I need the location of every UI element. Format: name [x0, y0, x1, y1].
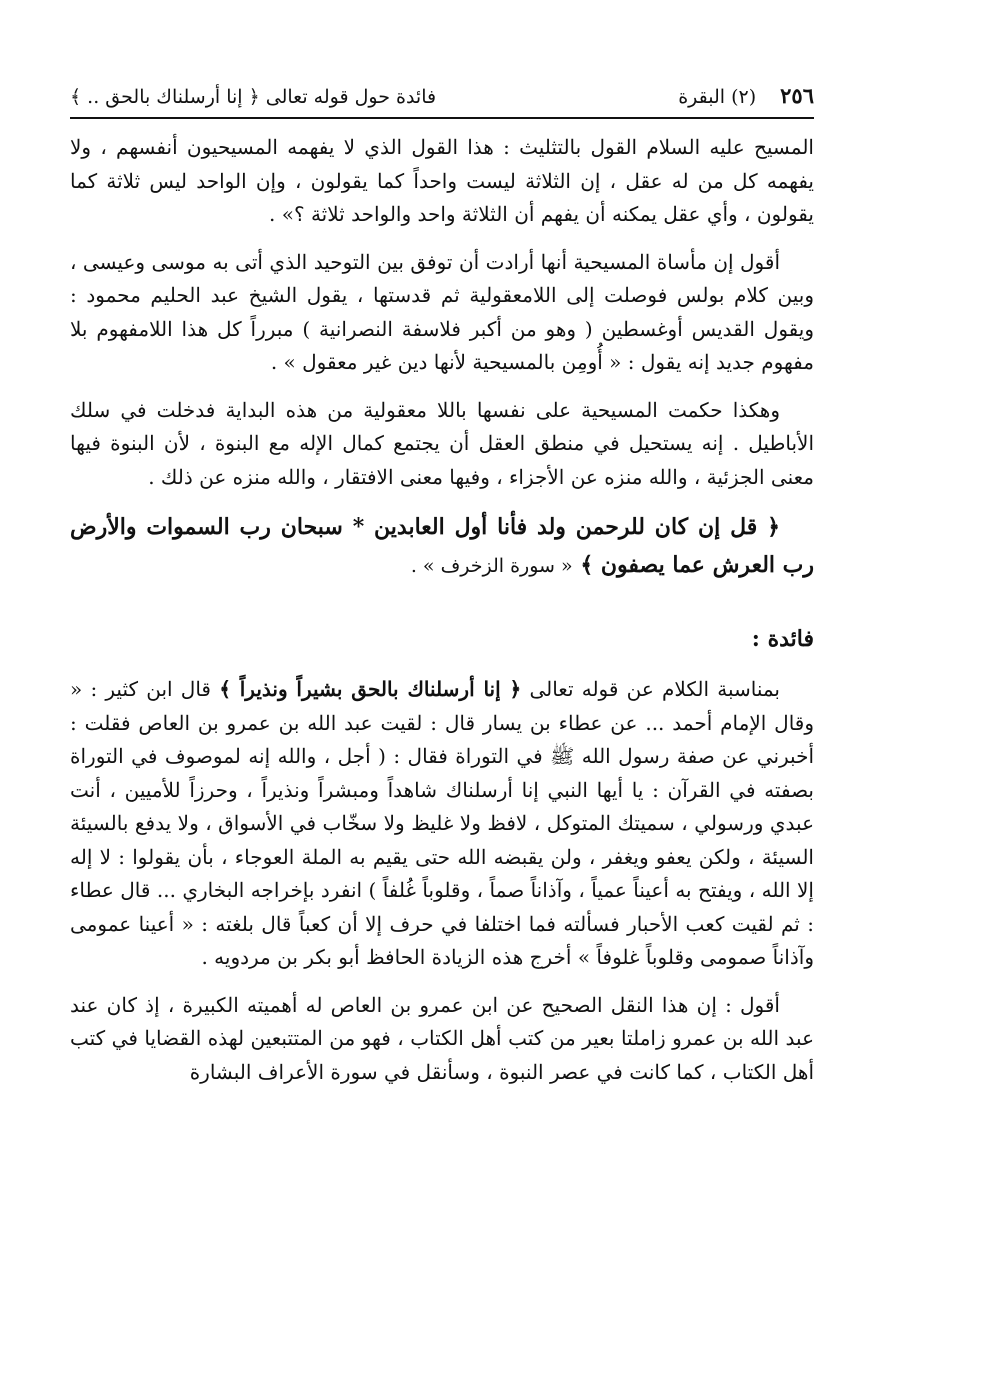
page-number: ٢٥٦: [780, 83, 814, 108]
topic-label: فائدة حول قوله تعالى ﴿ إنا أرسلناك بالحق .. ﴾: [70, 86, 437, 108]
page-body: [70, 131, 814, 1089]
verse-text: ﴿ قل إن كان للرحمن ولد فأنا أول العابدين * سبحان رب السموات والأرض رب العرش عما يصفون ﴾: [70, 514, 814, 578]
paragraph: أقول إن مأساة المسيحية أنها أرادت أن توفق بين التوحيد الذي أتى به موسى وعيسى ، وبين كلام بولس فوصلت إلى اللامعقولية ثم قدستها ، يقول الشيخ عبد الحليم محمود : ويقول القديس أوغسطين ( وهو من أكبر فلاسفة النصرانية ) مبرراً كل هذا اللامفهوم بلا مفهوم جديد إنه يقول : « أُومِن بالمسيحية لأنها دين غير معقول » .: [70, 249, 814, 374]
running-header: [70, 78, 814, 119]
quoted-verse: ﴿ إنا أرسلناك بالحق بشيراً ونذيراً ﴾: [219, 677, 522, 701]
book-page: [70, 78, 814, 1103]
surah-label: (٢) البقرة: [678, 86, 757, 108]
header-right: [678, 78, 814, 115]
section-paragraph: [70, 673, 814, 975]
section-intro: بمناسبة الكلام عن قوله تعالى: [529, 677, 781, 701]
paragraph: المسيح عليه السلام القول بالتثليث : هذا القول الذي لا يفهمه المسيحيون أنفسهم ، ولا يفهمه كل من له عقل ، إن الثلاثة ليست واحداً كما يقولون ، وإن الواحد ليس ثلاثة كما يقولون ، وأي عقل يمكنه أن يفهم أن الثلاثة واحد والواحد ثلاثة ؟» .: [70, 135, 814, 226]
quran-verse: [70, 508, 814, 585]
section-heading: فائدة :: [751, 626, 814, 652]
paragraph: وهكذا حكمت المسيحية على نفسها باللا معقولية من هذه البداية فدخلت في سلك الأباطيل . إنه يستحيل في منطق العقل أن يجتمع كمال الإله مع البنوة ، لأن البنوة فيها معنى الجزئية ، والله منزه عن الأجزاء ، وفيها معنى الافتقار ، والله منزه عن ذلك .: [70, 397, 814, 489]
verse-reference: « سورة الزخرف » .: [410, 555, 573, 577]
section-intro-tail: قال ابن كثير : « وقال الإمام أحمد ... عن عطاء بن يسار قال : لقيت عبد الله بن عمرو بن العاص فقلت : أخبرني عن صفة رسول الله ﷺ في التوراة فقال : ( أجل ، والله إنه لموصوف في التوراة بصفته في القرآن : يا أيها النبي إنا أرسلناك شاهداً ومبشراً ونذيراً ، وحرزاً للأميين ، أنت عبدي ورسولي ، سميتك المتوكل ، لافظ ولا غليظ ولا سخّاب في الأسواق ، ولا يدفع بالسيئة السيئة ، ولكن يعفو ويغفر ، ولن يقبضه الله حتى يقيم به الملة العوجاء ، بأن يقولوا : لا إله إلا الله ، ويفتح به أعيناً عمياً ، وآذاناً صماً ، وقلوباً غُلفاً ) انفرد بإخراجه البخاري ... قال عطاء : ثم لقيت كعب الأحبار فسألته فما اختلفا في حرف إلا أن كعباً قال بلغته : « أعينا عمومى وآذاناً صمومى وقلوباً غلوفاً » أخرج هذه الزيادة الحافظ أبو بكر بن مردويه .: [70, 677, 814, 969]
closing-paragraph: أقول : إن هذا النقل الصحيح عن ابن عمرو بن العاص له أهميته الكبيرة ، إذ كان عند عبد الله بن عمرو زاملتا بعير من كتب أهل الكتاب ، فهو من المتتبعين لهذه القضايا في كتب أهل الكتاب ، كما كانت في عصر النبوة ، وسأنقل في سورة الأعراف البشارة: [70, 992, 814, 1084]
